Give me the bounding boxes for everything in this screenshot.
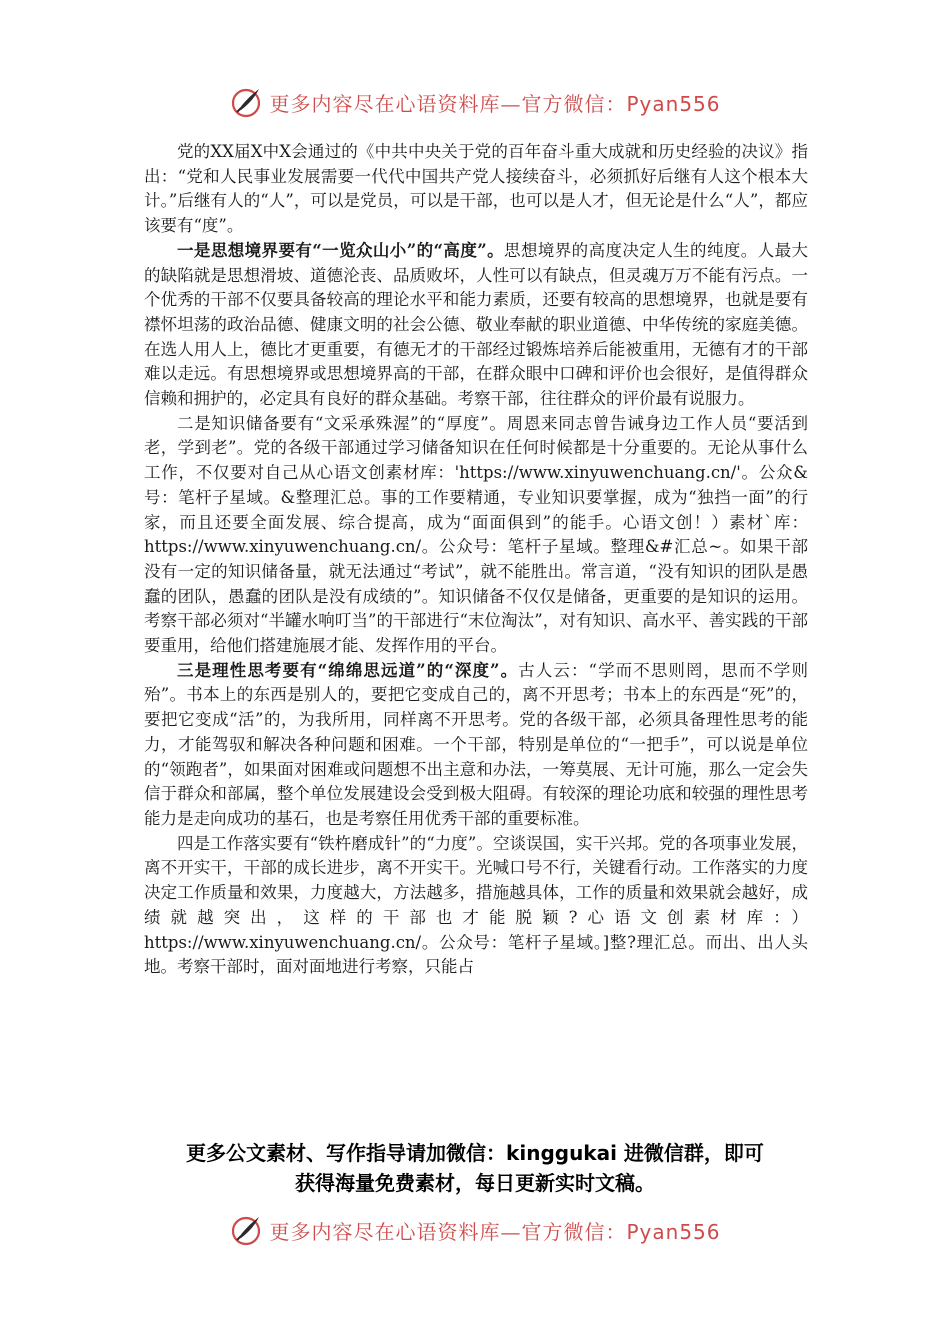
promo-line-2: 获得海量免费素材，每日更新实时文稿。 <box>295 1171 655 1195</box>
paragraph-2: 一是思想境界要有“一览众山小”的“高度”。思想境界的高度决定人生的纯度。人最大的缺陷就是思想滑坡、道德沦丧、品质败坏，人性可以有缺点，但灵魂万万不能有污点。一个优秀的干部不仅要具备较高的理论水平和能力素质，还要有较高的思想境界，也就是要有襟怀坦荡的政治品德、健康文明的社会公德、敬业奉献的职业道德、中华传统的家庭美德。在选人用人上，德比才更重要，有德无才的干部经过锻炼培养后能被重用，无德有才的干部难以走远。有思想境界或思想境界高的干部，在群众眼中口碑和评价也会很好，是值得群众信赖和拥护的，必定具有良好的群众基础。考察干部，往往群众的评价最有说服力。 <box>144 240 808 409</box>
header-banner <box>0 82 950 122</box>
footer-banner-text <box>269 1216 720 1245</box>
quill-pen-logo-icon <box>229 85 263 119</box>
article-body <box>144 140 808 980</box>
footer-banner <box>0 1210 950 1250</box>
paragraph-1: 党的XX届X中X会通过的《中共中央关于党的百年奋斗重大成就和历史经验的决议》指出：“党和人民事业发展需要一代代中国共产党人接续奋斗，必须抓好后继有人这个根本大计。”后继有人的“人”，可以是党员，可以是干部，也可以是人才，但无论是什么“人”，都应该要有“度”。 <box>144 142 808 236</box>
quill-pen-logo-icon <box>229 1213 263 1247</box>
header-banner-text <box>269 88 720 117</box>
header-banner-main: 更多内容尽在心语资料库—官方微信： <box>269 91 627 116</box>
footer-banner-account: Pyan556 <box>626 1219 721 1244</box>
promo-notice <box>120 1138 830 1198</box>
paragraph-5: 四是工作落实要有“铁杵磨成针”的“力度”。空谈误国，实干兴邦。党的各项事业发展，离不开实干，干部的成长进步，离不开实干。光喊口号不行，关键看行动。工作落实的力度决定工作质量和效果，力度越大，方法越多，措施越具体，工作的质量和效果就会越好，成绩就越突出，这样的干部也才能脱颖?心语文创素材库：）https://www.xinyuwenchuang.cn/。公众号：笔杆子星域。]整?理汇总。而出、出人头地。考察干部时，面对面地进行考察，只能占 <box>144 833 808 977</box>
header-banner-account: Pyan556 <box>626 91 721 116</box>
paragraph-4-lead: 三是理性思考要有“绵绵思远道”的“深度”。 <box>177 660 519 680</box>
footer-banner-main: 更多内容尽在心语资料库—官方微信： <box>269 1219 627 1244</box>
promo-line-1: 更多公文素材、写作指导请加微信：kinggukai 进微信群，即可 <box>186 1141 764 1165</box>
paragraph-4: 三是理性思考要有“绵绵思远道”的“深度”。古人云：“学而不思则罔，思而不学则殆”。书本上的东西是别人的，要把它变成自己的，离不开思考；书本上的东西是“死”的，要把它变成“活”的，为我所用，同样离不开思考。党的各级干部，必须具备理性思考的能力，才能驾驭和解决各种问题和困难。一个干部，特别是单位的“一把手”，可以说是单位的“领跑者”，如果面对困难或问题想不出主意和办法，一筹莫展、无计可施，那么一定会失信于群众和部属，整个单位发展建设会受到极大阻碍。有较深的理论功底和较强的理性思考能力是走向成功的基石，也是考察任用优秀干部的重要标准。 <box>144 660 808 828</box>
paragraph-2-lead: 一是思想境界要有“一览众山小”的“高度”。 <box>177 240 505 260</box>
paragraph-3: 二是知识储备要有“文采承殊渥”的“厚度”。周恩来同志曾告诫身边工作人员“要活到老，学到老”。党的各级干部通过学习储备知识在任何时候都是十分重要的。无论从事什么工作，不仅要对自己从心语文创素材库：'https://www.xinyuwenchuang.cn/'。公众&号：笔杆子星域。&整理汇总。事的工作要精通，专业知识要掌握，成为“独挡一面”的行家，而且还要全面发展、综合提高，成为“面面俱到”的能手。心语文创！）素材`库：https://www.xinyuwenchuang.cn/。公众号：笔杆子星域。整理&#汇总~。如果干部没有一定的知识储备量，就无法通过“考试”，就不能胜出。常言道，“没有知识的团队是愚蠢的团队，愚蠢的团队是没有成绩的”。知识储备不仅仅是储备，更重要的是知识的运用。考察干部必须对“半罐水响叮当”的干部进行“末位淘汰”，对有知识、高水平、善实践的干部要重用，给他们搭建施展才能、发挥作用的平台。 <box>144 413 808 656</box>
